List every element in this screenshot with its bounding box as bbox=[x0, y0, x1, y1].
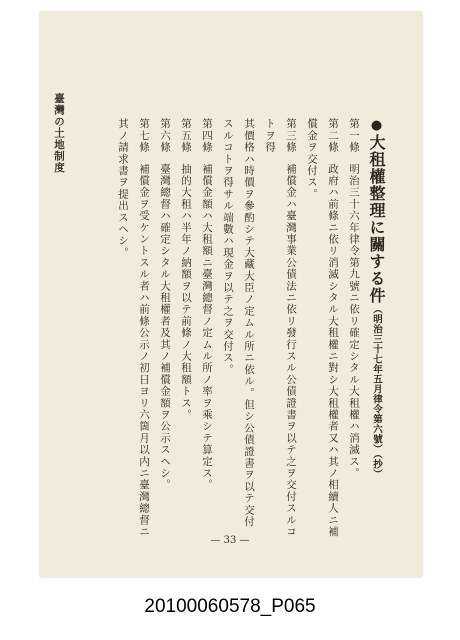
document-body bbox=[78, 118, 388, 538]
article-label: 第六條 bbox=[159, 118, 171, 154]
article-text: 補償金ヲ受ケントスル者ハ前條公示ノ初日ヨリ六箇月以内ニ臺灣總督ニ其ノ請求書ヲ提出スヘシ。 bbox=[117, 118, 150, 538]
document-title bbox=[364, 118, 388, 538]
article-3 bbox=[259, 118, 301, 538]
article-text: 其價格ハ時價ヲ參酌シテ大藏大臣ノ定ムル所ニ依ル。但シ公債證書ヲ以テ交付スルコトヲ得サル端數ハ現金ヲ以テ之ヲ交付ス。 bbox=[222, 118, 255, 528]
title-text: 大租權整理に關する件 bbox=[367, 134, 386, 304]
running-head: 臺灣の土地制度 bbox=[53, 93, 65, 174]
article-text: 政府ハ前條ニ依リ消滅シタル大租權ニ對シ大租權者又ハ其ノ相續人ニ補償金ヲ交付ス。 bbox=[306, 118, 339, 538]
article-7 bbox=[112, 118, 154, 538]
article-2 bbox=[301, 118, 343, 538]
article-label: 第四條 bbox=[201, 118, 213, 154]
article-label: 第五條 bbox=[180, 118, 192, 154]
article-text: 抽的大租ハ半年ノ納額ヲ以テ前條ノ大租額トス。 bbox=[180, 163, 192, 421]
article-text: 補償金ハ臺灣事業公債法ニ依リ發行スル公債證書ヲ以テ之ヲ交付スルコトヲ得 bbox=[264, 118, 297, 538]
law-reference: （明治三十七年五月律令第六號）（抄） bbox=[371, 304, 382, 480]
article-text: 臺灣總督ハ確定シタル大租權者及其ノ補償金額ヲ公示スヘシ。 bbox=[159, 163, 171, 491]
article-1 bbox=[343, 118, 364, 538]
article-label: 第七條 bbox=[138, 118, 150, 154]
page-number: — 33 — bbox=[210, 535, 250, 546]
article-label: 第一條 bbox=[348, 118, 360, 154]
article-label: 第二條 bbox=[327, 118, 339, 154]
article-6 bbox=[154, 118, 175, 538]
article-3-continued bbox=[217, 118, 259, 538]
article-4 bbox=[196, 118, 217, 538]
article-5 bbox=[175, 118, 196, 538]
article-text: 明治三十六年律令第九號ニ依リ確定シタル大租權ハ消滅ス。 bbox=[348, 163, 360, 480]
archive-id-caption: 20100060578_P065 bbox=[144, 596, 316, 617]
article-label: 第三條 bbox=[285, 118, 297, 154]
title-bullet-icon: ● bbox=[369, 118, 384, 134]
article-text: 補償金額ハ大租額ニ臺灣總督ノ定ムル所ノ率ヲ乘シテ算定ス。 bbox=[201, 163, 213, 491]
